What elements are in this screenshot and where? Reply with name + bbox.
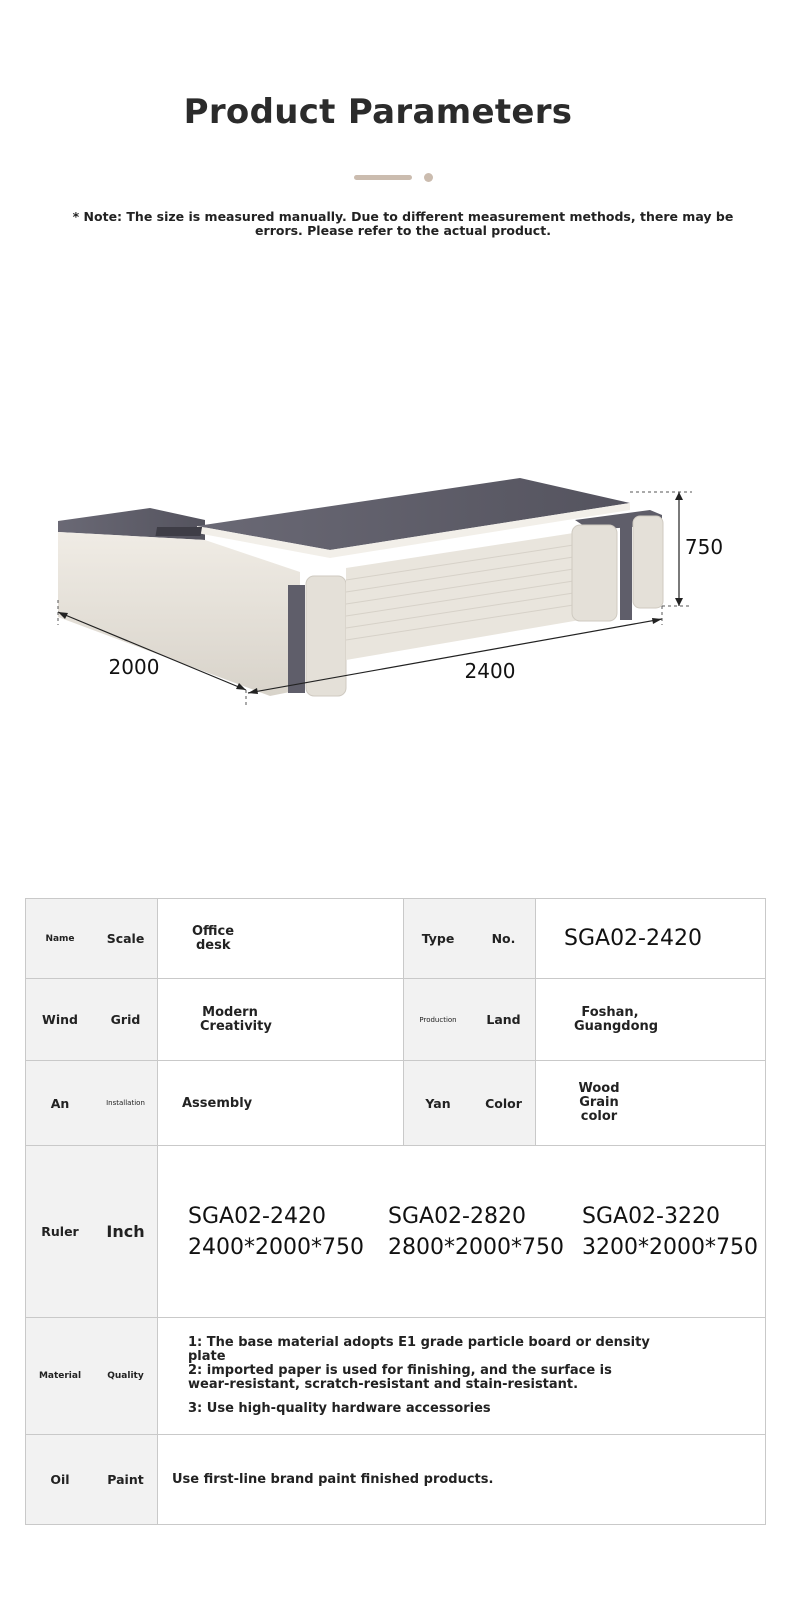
color-value-cell [536, 1061, 766, 1146]
material-label-cell [26, 1318, 158, 1435]
height-label: 750 [684, 535, 724, 559]
style-value-line1: Modern [202, 1004, 258, 1020]
spec-item [388, 1201, 582, 1263]
right-leg-panel-b [633, 516, 663, 608]
depth-label: 2000 [108, 655, 160, 679]
origin-value-cell [536, 979, 766, 1061]
style-value-cell [158, 979, 404, 1061]
spec-size: 2400*2000*750 [188, 1234, 364, 1260]
material-label-1: Material [38, 1371, 82, 1381]
material-value-cell [158, 1318, 766, 1435]
table-row [26, 1435, 766, 1525]
left-leg-panel [306, 576, 346, 696]
material-line-2a: 2: imported paper is used for finishing, and the surface is [188, 1363, 612, 1378]
paint-value-cell [158, 1435, 766, 1525]
measurement-note: * Note: The size is measured manually. Due to different measurement methods, there may be errors. Please refer to the actual product. [72, 209, 734, 238]
size-label-2: Inch [106, 1222, 145, 1241]
left-leg-dark [288, 585, 305, 693]
cable-port [155, 527, 202, 536]
spec-item [188, 1201, 388, 1263]
spec-model: SGA02-2420 [188, 1203, 326, 1229]
table-row [26, 1146, 766, 1318]
install-label-2: Installation [106, 1099, 145, 1107]
table-row [26, 1061, 766, 1146]
right-leg-panel-a [572, 525, 617, 621]
style-label-2: Grid [110, 1012, 141, 1027]
origin-value-line1: Foshan, [581, 1004, 639, 1020]
paint-label-1: Oil [50, 1472, 70, 1487]
name-value-line2: desk [196, 937, 231, 953]
type-value-cell [536, 899, 766, 979]
spec-size: 2800*2000*750 [388, 1234, 564, 1260]
spec-model: SGA02-3220 [582, 1203, 720, 1229]
style-value-line2: Creativity [200, 1018, 272, 1034]
color-label-1: Yan [425, 1095, 451, 1111]
desk-illustration [0, 450, 790, 750]
title-divider-dot [424, 173, 433, 182]
style-label-cell [26, 979, 158, 1061]
return-body [58, 532, 300, 696]
origin-label-cell [404, 979, 536, 1061]
type-label-1: Type [421, 931, 455, 946]
type-label-cell [404, 899, 536, 979]
spec-item [582, 1201, 758, 1263]
origin-label-1: Production [419, 1015, 457, 1024]
name-value-cell [158, 899, 404, 979]
table-row [26, 1318, 766, 1435]
paint-label-2: Paint [107, 1472, 144, 1487]
material-line-1a: 1: The base material adopts E1 grade particle board or density [188, 1335, 650, 1350]
material-line-2b: wear-resistant, scratch-resistant and stain-resistant. [188, 1377, 579, 1392]
table-row [26, 899, 766, 979]
type-value: SGA02-2420 [564, 926, 702, 951]
table-row [26, 979, 766, 1061]
material-label-2: Quality [107, 1371, 144, 1381]
install-label-1: An [50, 1095, 70, 1111]
name-label-1: Name [45, 933, 75, 944]
page-title: Product Parameters [183, 92, 573, 132]
color-value-line1: Wood [578, 1081, 620, 1096]
spec-size: 3200*2000*750 [582, 1234, 758, 1260]
width-label: 2400 [464, 659, 516, 683]
paint-value: Use first-line brand paint finished products. [172, 1472, 494, 1487]
spec-model: SGA02-2820 [388, 1203, 526, 1229]
size-label-1: Ruler [41, 1224, 79, 1239]
type-label-2: No. [491, 931, 516, 946]
title-divider-bar [354, 175, 412, 180]
install-label-cell [26, 1061, 158, 1146]
color-label-2: Color [485, 1095, 522, 1111]
name-label-cell [26, 899, 158, 979]
color-label-cell [404, 1061, 536, 1146]
modesty-panel [346, 532, 580, 660]
origin-label-2: Land [486, 1012, 521, 1027]
material-line-1b: plate [188, 1349, 226, 1364]
size-value-cell [158, 1146, 766, 1318]
name-label-2: Scale [106, 931, 145, 946]
install-value: Assembly [182, 1095, 253, 1111]
parameters-table [25, 898, 766, 1525]
right-leg-dark [620, 520, 632, 620]
paint-label-cell [26, 1435, 158, 1525]
size-label-cell [26, 1146, 158, 1318]
color-value-line2: Grain color [579, 1095, 619, 1124]
install-value-cell [158, 1061, 404, 1146]
name-value-line1: Office [192, 923, 235, 939]
style-label-1: Wind [42, 1012, 78, 1027]
material-line-3: 3: Use high-quality hardware accessories [188, 1401, 491, 1416]
origin-value-line2: Guangdong [574, 1018, 659, 1034]
